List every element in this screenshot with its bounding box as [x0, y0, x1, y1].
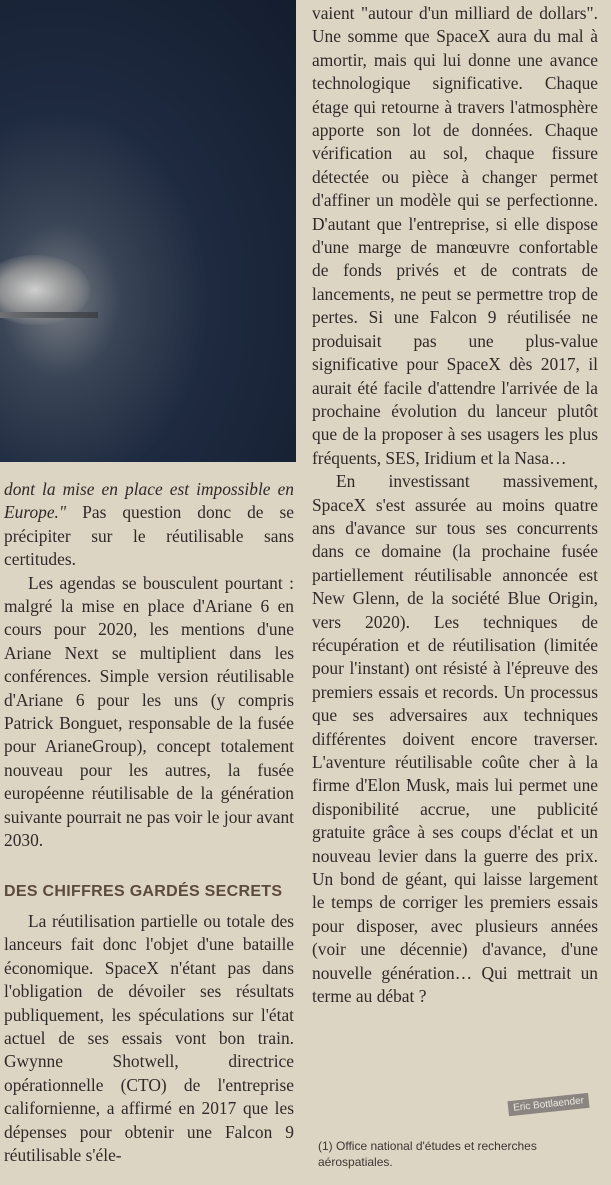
quote-after: Pas question donc de se précipiter sur le réutilisable sans certitudes. [4, 502, 294, 570]
drone-ship [0, 312, 98, 318]
left-para-3: La réutilisation partielle ou totale des lanceurs fait donc l'objet d'une bataille économique. SpaceX n'étant pas dans l'obligation de dévoiler ses résultats publiquement, les spéculations sur l'état actuel de ses essais vont bon train. Gwynne Shotwell, directrice opérationnelle (CTO) de l'entreprise californienne, a affirmé en 2017 que les dépenses pour obtenir une Falcon 9 réutilisable s'éle- [4, 911, 294, 1166]
left-column [4, 478, 294, 853]
left-para-2: Les agendas se bousculent pourtant : malgré la mise en place d'Ariane 6 en cours pour 2020, les mentions d'une Ariane Next se multiplient dans les conférences. Simple version réutilisable d'Ariane 6 pour les uns (y compris Patrick Bonguet, responsable de la fusée pour ArianeGroup), concept totalement nouveau pour les autres, la fusée européenne réutilisable de la génération suivante pourrait ne pas voir le jour avant 2030. [4, 572, 294, 851]
author-tag: Eric Bottlaender [507, 1093, 589, 1116]
footnote: (1) Office national d'études et recherches aérospatiales. [318, 1139, 537, 1169]
rocket-landing-photo [0, 0, 296, 462]
quote-start: vaient "autour d'un milliard de dollars". [312, 3, 598, 23]
section-heading: DES CHIFFRES GARDÉS SECRETS [4, 883, 283, 900]
right-para-2: En investissant massivement, SpaceX s'est assurée au moins quatre ans d'avance sur tous ses concurrents dans ce domaine (la prochaine fusée partiellement réutilisable annoncée est New Glenn, de la société Blue Origin, vers 2020). Les techniques de récupération et de réutilisation (limitée pour l'instant) ont résisté à l'épreuve des premiers essais et records. Un processus que ses adversaires aux techniques différentes doivent encore traverser. L'aventure réutilisable coûte cher à la firme d'Elon Musk, mais lui permet une disponibilité accrue, une publicité gratuite grâce à ses coups d'éclat et un nouveau levier dans la guerre des prix. Un bond de géant, qui laisse largement le temps de corriger les premiers essais pour disposer, avec plusieurs années (voir une décennie) d'avance, d'une nouvelle génération… Qui mettrait un terme au débat ? [312, 471, 598, 1007]
right-para-1-rest: Une somme que SpaceX aura du mal à amortir, mais qui lui donne une avance technologique significative. Chaque étage qui retourne à travers l'atmosphère apporte son lot de données. Chaque vérification au sol, chaque fissure détectée ou pièce à changer permet d'affiner un modèle qui se perfectionne. D'autant que l'entreprise, si elle dispose d'une marge de manœuvre confortable de fonds privés et de contrats de lancements, ne peut se permettre trop de pertes. Si une Falcon 9 réutilisée ne produisait pas une plus-value significative pour SpaceX dès 2017, il aurait été facile d'attendre l'arrivée de la prochaine évolution du lanceur plutôt que de la proposer à ses usagers les plus fréquents, SES, Iridium et la Nasa… [312, 26, 598, 468]
right-column [312, 2, 598, 1008]
left-para-1 [4, 478, 294, 572]
right-para-1 [312, 2, 598, 470]
left-column-2 [4, 910, 294, 1167]
quote-end: dont la mise en place est impossible en Europe." [4, 479, 294, 523]
